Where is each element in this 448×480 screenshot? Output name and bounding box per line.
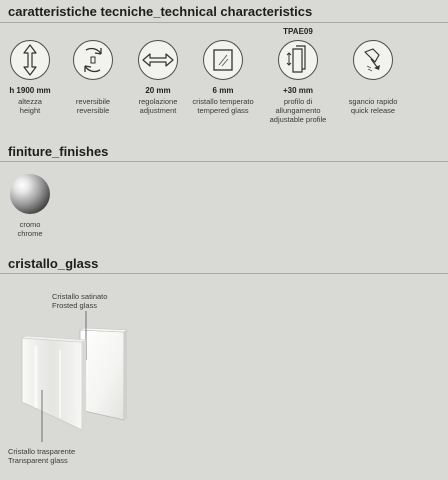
section-divider xyxy=(0,273,448,274)
frosted-glass-label-en: Frosted glass xyxy=(52,301,98,310)
finish-label-it: cromo xyxy=(19,220,41,229)
feature-label-en: adjustment xyxy=(139,106,177,115)
feature-label-en: adjustable profile xyxy=(269,115,327,124)
quick-release-icon xyxy=(353,40,393,80)
feature-label-en: quick release xyxy=(350,106,396,115)
section-title-finishes: finiture_finishes xyxy=(8,144,109,159)
feature-quick-release xyxy=(336,40,410,115)
section-divider xyxy=(0,22,448,23)
finish-chrome xyxy=(6,174,54,238)
feature-label-en: tempered glass xyxy=(197,106,249,115)
feature-label-en: reversible xyxy=(76,106,110,115)
feature-label-it: altezza xyxy=(18,97,42,106)
feature-value: 6 mm xyxy=(212,86,234,95)
glass-illustration xyxy=(0,280,200,450)
transparent-glass-label-en: Transparent glass xyxy=(8,456,68,465)
feature-value xyxy=(336,86,410,96)
adjustable-profile-icon xyxy=(278,40,318,80)
section-divider xyxy=(0,161,448,162)
transparent-glass-label xyxy=(8,447,75,465)
tempered-glass-icon xyxy=(203,40,243,80)
transparent-glass-pane xyxy=(22,338,82,430)
adjustment-arrows-icon xyxy=(138,40,178,80)
reversible-arrows-icon xyxy=(73,40,113,80)
feature-label-it: cristallo temperato xyxy=(192,97,254,106)
feature-value: h 1900 mm xyxy=(9,86,51,95)
feature-label-it: reversibile xyxy=(75,97,111,106)
frosted-glass-pane xyxy=(80,330,124,420)
feature-label-it: profilo di allungamento xyxy=(275,97,321,115)
feature-value xyxy=(56,86,130,96)
frosted-glass-label-it: Cristallo satinato xyxy=(52,292,108,301)
finish-label-en: chrome xyxy=(17,229,43,238)
feature-tempered-glass xyxy=(186,40,260,115)
feature-label-it: sgancio rapido xyxy=(348,97,398,106)
feature-reversible xyxy=(56,40,130,115)
chrome-swatch xyxy=(10,174,50,214)
feature-adjustment xyxy=(121,40,195,115)
feature-label-en: height xyxy=(19,106,41,115)
section-title-glass: cristallo_glass xyxy=(8,256,99,271)
transparent-glass-label-it: Cristallo trasparente xyxy=(8,447,76,456)
feature-value: +30 mm xyxy=(282,86,314,95)
section-title-technical: caratteristiche tecniche_technical characteristics xyxy=(8,4,313,19)
product-code-badge: TPAE09 xyxy=(283,27,313,36)
height-arrow-icon xyxy=(10,40,50,80)
feature-adjustable-profile xyxy=(261,27,335,124)
feature-label-it: regolazione xyxy=(138,97,178,106)
feature-value: 20 mm xyxy=(145,86,171,95)
